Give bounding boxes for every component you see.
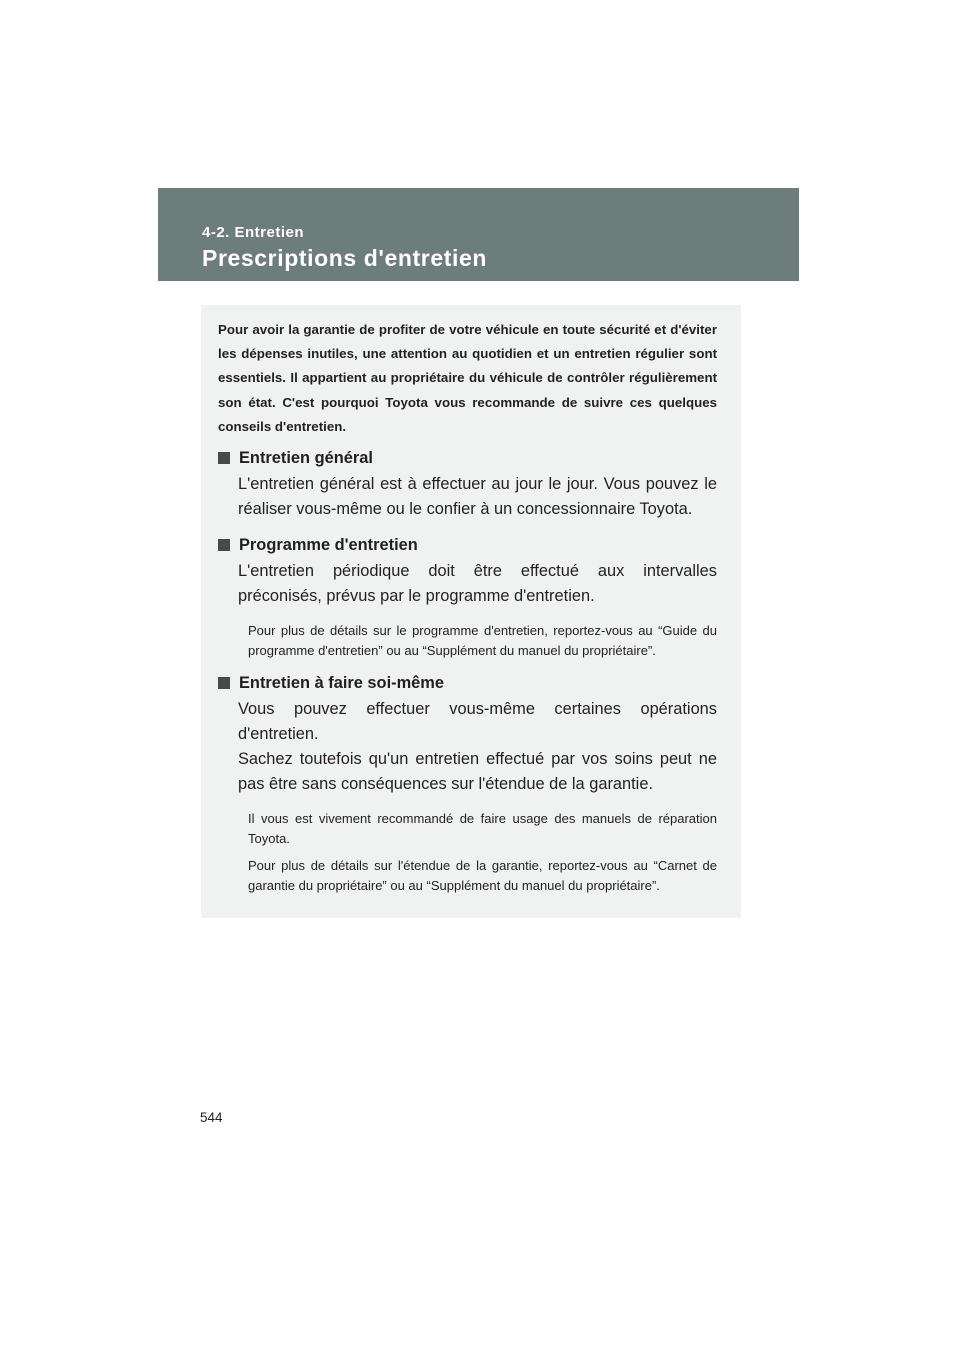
section-body: Vous pouvez effectuer vous-même certaines opérations d'entretien. (238, 700, 717, 744)
square-bullet-icon (218, 539, 230, 551)
section-do-it-yourself (218, 672, 717, 895)
square-bullet-icon (218, 452, 230, 464)
section-heading-text: Entretien général (239, 449, 373, 468)
section-note: Pour plus de détails sur l'étendue de la garantie, reportez-vous au “Carnet de garantie du propriétaire” ou au “Supplément du manuel du propriétaire”. (248, 858, 717, 893)
section-note: Pour plus de détails sur le programme d'entretien, reportez-vous au “Guide du programme d'entretien” ou au “Supplément du manuel du propriétaire”. (248, 623, 717, 658)
section-heading-text: Programme d'entretien (239, 536, 418, 555)
section-body: L'entretien périodique doit être effectué aux intervalles préconisés, prévus par le programme d'entretien. (238, 562, 717, 606)
intro-paragraph: Pour avoir la garantie de profiter de votre véhicule en toute sécurité et d'éviter les dépenses inutiles, une attention au quotidien et un entretien régulier sont essentiels. Il appartient au propriétaire du véhicule de contrôler régulièrement son état. C'est pourquoi Toyota vous recommande de suivre ces quelques conseils d'entretien. (218, 322, 717, 434)
section-body-continued: Sachez toutefois qu'un entretien effectué par vos soins peut ne pas être sans conséquences sur l'étendue de la garantie. (238, 750, 717, 794)
page-title: Prescriptions d'entretien (202, 245, 488, 271)
content-panel (201, 305, 741, 918)
chapter-header (158, 188, 799, 281)
square-bullet-icon (218, 677, 230, 689)
section-heading (218, 672, 717, 694)
section-maintenance-schedule (218, 534, 717, 660)
section-body: L'entretien général est à effectuer au jour le jour. Vous pouvez le réaliser vous-même ou le confier à un concessionnaire Toyota. (238, 475, 717, 519)
section-heading-text: Entretien à faire soi-même (239, 674, 444, 693)
section-heading (218, 447, 717, 469)
section-note: Il vous est vivement recommandé de faire usage des manuels de réparation Toyota. (248, 811, 717, 846)
section-heading (218, 534, 717, 556)
section-label: 4-2. Entretien (202, 224, 305, 241)
page-number: 544 (200, 1110, 223, 1125)
section-general-maintenance (218, 447, 717, 522)
